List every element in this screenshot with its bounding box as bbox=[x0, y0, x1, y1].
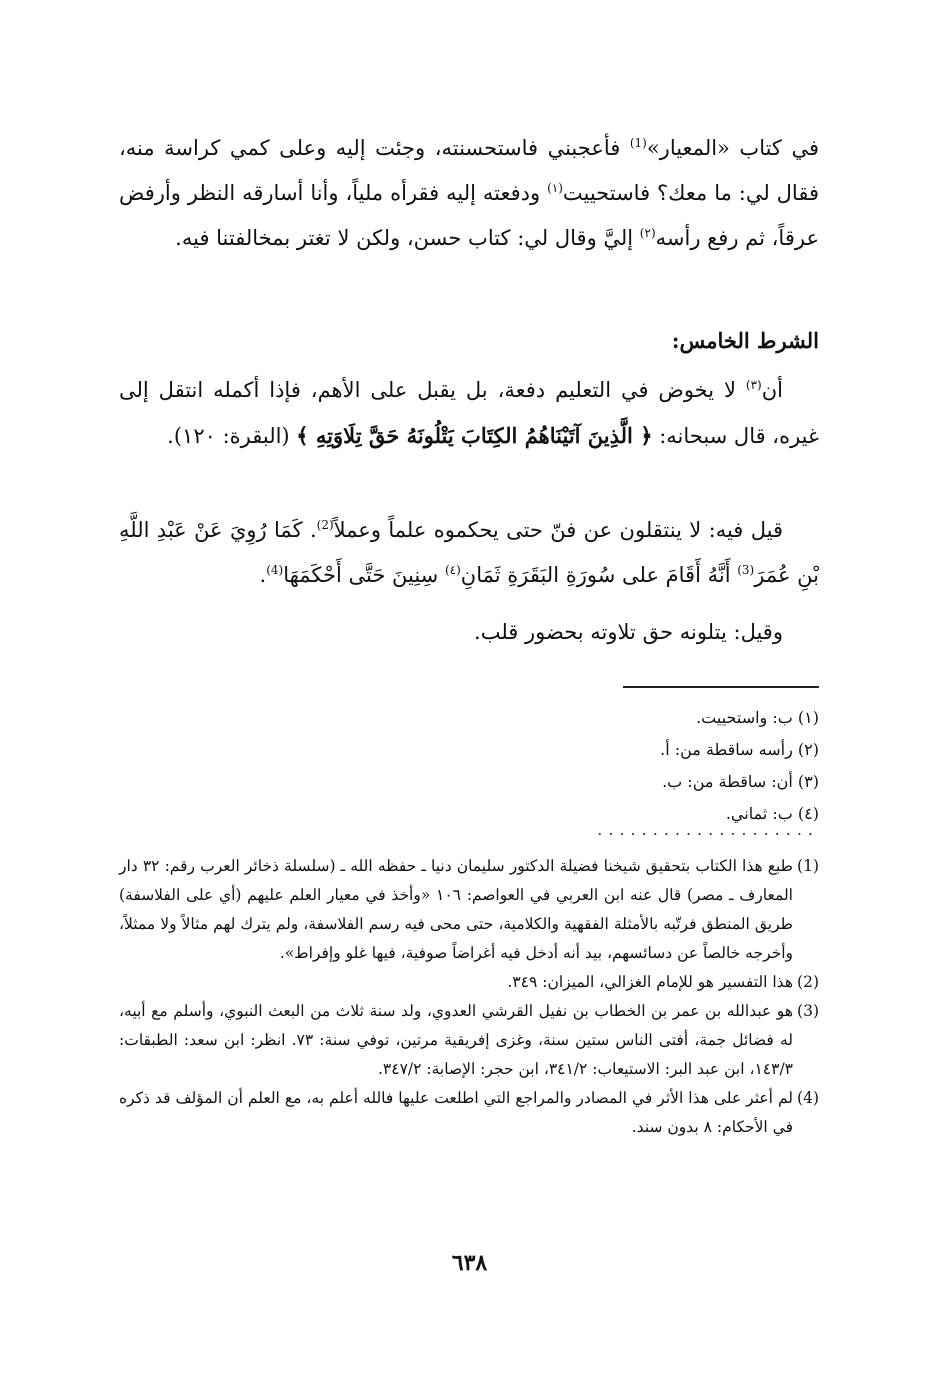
variant-ref: (١) bbox=[547, 181, 563, 195]
page-number: ٦٣٨ bbox=[451, 1250, 488, 1276]
footnote-text: هذا التفسير هو للإمام الغزالي، الميزان: ٣٤٩. bbox=[507, 973, 793, 991]
text-run: . bbox=[259, 563, 267, 587]
text-run: لا يخوض في التعليم دفعة، بل يقبل على الأهم، فإذا أكمله انتقل إلى غيره، قال سبحانه: bbox=[119, 378, 819, 448]
footnote bbox=[119, 1084, 819, 1142]
section-heading bbox=[119, 318, 819, 363]
variant-note: (١) ب: واستحييت. bbox=[696, 708, 819, 727]
footnote-number: (2) bbox=[797, 973, 819, 991]
footnote-text: طبع هذا الكتاب بتحقيق شيخنا فضيلة الدكتور سليمان دنيا ـ حفظه الله ـ (سلسلة ذخائر العرب رقم: ٣٢ دار المعارف ـ مصر) قال عنه ابن العربي في العواصم: ١٠٦ «وأخذ في معيار العلم عليهم (أي على الفلاسفة) طريق المنطق فرتّبه بالأمثلة الفقهية والكلامية، حتى محى فيه رسم الفلاسفة، ولم يترك لهم مثالاً ولا ممثلاً، وأخرجه خالصاً عن دسائسهم، بيد أنه أدخل فيه أغراضاً صوفية، فيها غلو وإفراط». bbox=[119, 857, 794, 962]
footnote-text: هو عبدالله بن عمر بن الخطاب بن نفيل القرشي العدوي، ولد سنة ثلاث من البعث النبوي، وأسلم مع أبيه، له فضائل جمة، أفتى الناس ستين سنة، وغزى إفريقية مرتين، توفي سنة: ٧٣. انظر: ابن سعد: الطبقات: ١٤٣/٣، ابن عبد البر: الاستيعاب: ٣٤١/٢، ابن حجر: الإصابة: ٣٤٧/٢. bbox=[119, 1002, 793, 1078]
footnote-number: (1) bbox=[797, 857, 819, 875]
variant-ref: (٢) bbox=[639, 226, 656, 240]
paragraph-1 bbox=[119, 126, 819, 261]
text-run: ودفعته إليه فقرأه ملياً، وأنا أسارقه النظر وأرفض عرقاً، ثم رفع رأسه bbox=[119, 181, 819, 250]
footnote-ref: (2) bbox=[316, 518, 334, 532]
footnote-number: (3) bbox=[797, 1002, 819, 1020]
footnote-ref: (4) bbox=[266, 563, 284, 577]
text-run: . كَمَا رُوِيَ عَنْ عَبْدِ اللَّهِ بْنِ عُمَرَ bbox=[119, 518, 819, 587]
variant-ref: (٤) bbox=[444, 563, 461, 577]
footnote-separator bbox=[623, 686, 819, 688]
text-run: أن bbox=[761, 378, 783, 402]
footnotes bbox=[119, 852, 819, 1142]
footnote bbox=[119, 997, 819, 1084]
footnote-text: لم أعثر على هذا الأثر في المصادر والمراجع التي اطلعت عليها فالله أعلم به، مع العلم أن المؤلف قد ذكره في الأحكام: ٨ بدون سند. bbox=[119, 1089, 793, 1136]
variant-ref: (٣) bbox=[745, 378, 762, 392]
paragraph-3 bbox=[119, 508, 819, 598]
variant-notes bbox=[119, 702, 819, 830]
text-run: إليَّ وقال لي: كتاب حسن، ولكن لا تغتر بمخالفتنا فيه. bbox=[175, 226, 640, 250]
footnote bbox=[119, 968, 819, 997]
paragraph-2 bbox=[119, 368, 819, 459]
text-run: سِنِينَ حَتَّى أَحْكَمَهَا bbox=[283, 563, 445, 587]
text-run: فأعجبني فاستحسنته، وجئت إليه وعلى كمي كراسة منه، فقال لي: ما معك؟ فاستحييت bbox=[119, 136, 819, 205]
paragraph-text: وقيل: يتلونه حق تلاوته بحضور قلب. bbox=[474, 620, 783, 644]
footnote-ref: (1) bbox=[629, 136, 647, 150]
footnote-number: (4) bbox=[797, 1089, 819, 1107]
footnote bbox=[119, 852, 819, 968]
variant-note: (٢) رأسه ساقطة من: أ. bbox=[660, 740, 819, 759]
text-run: قيل فيه: لا ينتقلون عن فنّ حتى يحكموه علماً وعملاً bbox=[333, 518, 783, 542]
heading-text: الشرط الخامس: bbox=[671, 328, 819, 353]
text-run: في كتاب «المعيار» bbox=[646, 136, 819, 160]
text-run: أَنَّهُ أَقَامَ على سُورَةِ البَقَرَةِ ثَمَانِ bbox=[460, 563, 738, 587]
variant-note: (٣) أن: ساقطة من: ب. bbox=[662, 772, 819, 791]
text-run: (البقرة: ١٢٠). bbox=[167, 424, 297, 448]
dotted-separator: .................... bbox=[597, 820, 819, 839]
footnote-ref: (3) bbox=[737, 563, 755, 577]
variant-note: (٤) ب: ثماني. bbox=[725, 804, 819, 823]
quran-verse: ﴿ الَّذِينَ آتَيْنَاهُمُ الكِتَابَ يَتْلُونَهُ حَقَّ تِلَاوَتِهِ ﴾ bbox=[296, 423, 653, 448]
paragraph-4 bbox=[119, 610, 819, 655]
